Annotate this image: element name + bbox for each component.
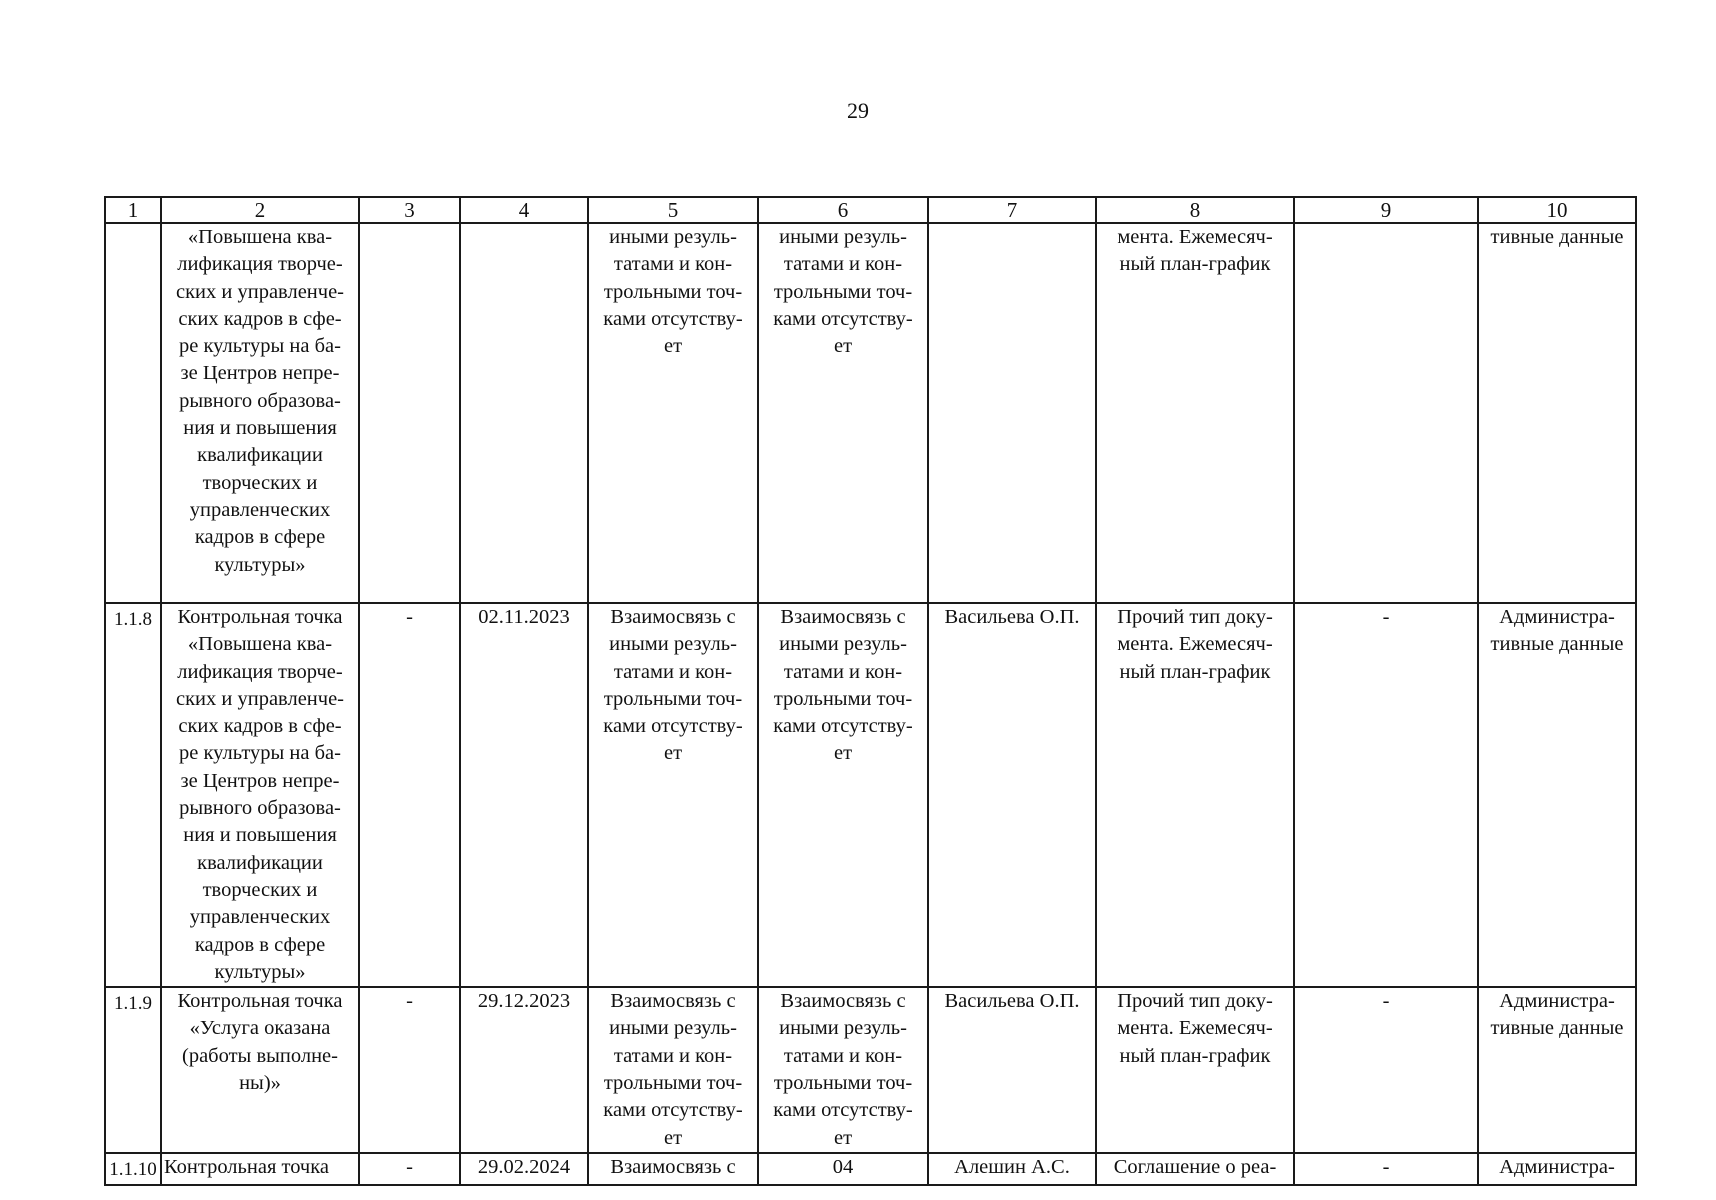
table-cell: [1294, 223, 1478, 603]
table-row: [105, 603, 1636, 987]
document-type-cell: мента. Ежемесяч- ный план-график: [1096, 223, 1294, 603]
table-cell: Взаимосвязь с иными резуль- татами и кон- трольными точ- ками отсутству- ет: [588, 603, 758, 987]
date-cell: 29.12.2023: [460, 987, 588, 1153]
responsible-cell: [928, 223, 1096, 603]
table-header-row: [105, 197, 1636, 223]
column-header: 3: [359, 197, 460, 223]
data-source-cell: тивные данные: [1478, 223, 1636, 603]
table-cell: -: [1294, 603, 1478, 987]
page-number: 29: [847, 98, 869, 123]
responsible-cell: Алешин А.С.: [928, 1153, 1096, 1185]
table-cell: иными резуль- татами и кон- трольными точ- ками отсутству- ет: [758, 223, 928, 603]
column-header: 6: [758, 197, 928, 223]
table-cell: иными резуль- татами и кон- трольными точ- ками отсутству- ет: [588, 223, 758, 603]
table-cell: [359, 223, 460, 603]
row-number-cell: 1.1.8: [105, 603, 161, 987]
column-header: 5: [588, 197, 758, 223]
date-cell: [460, 223, 588, 603]
row-number-cell: 1.1.10: [105, 1153, 161, 1185]
column-header: 7: [928, 197, 1096, 223]
table-cell: -: [1294, 987, 1478, 1153]
responsible-cell: Васильева О.П.: [928, 987, 1096, 1153]
document-type-cell: Прочий тип доку- мента. Ежемесяч- ный план-график: [1096, 603, 1294, 987]
table-row: [105, 1153, 1636, 1185]
date-cell: 29.02.2024: [460, 1153, 588, 1185]
event-name-cell: Контрольная точка «Услуга оказана (работы выполне- ны)»: [161, 987, 359, 1153]
table-cell: Взаимосвязь с иными резуль- татами и кон- трольными точ- ками отсутству- ет: [758, 987, 928, 1153]
column-header: 10: [1478, 197, 1636, 223]
table-cell: Взаимосвязь с иными резуль- татами и кон- трольными точ- ками отсутству- ет: [588, 987, 758, 1153]
event-name-cell: «Повышена ква- лификация творче- ских и управленче- ских кадров в сфе- ре культуры на ба- зе Центров непре- рывного образова- ния и повышения квалификации творческих и управленческих кадров в сфере культуры»: [161, 223, 359, 603]
date-cell: 02.11.2023: [460, 603, 588, 987]
table-row: [105, 223, 1636, 603]
data-source-cell: Администра-: [1478, 1153, 1636, 1185]
column-header: 9: [1294, 197, 1478, 223]
column-header: 8: [1096, 197, 1294, 223]
table-cell: -: [359, 603, 460, 987]
table-cell: -: [359, 987, 460, 1153]
data-source-cell: Администра- тивные данные: [1478, 987, 1636, 1153]
column-header: 1: [105, 197, 161, 223]
table-cell: Взаимосвязь с иными резуль- татами и кон- трольными точ- ками отсутству- ет: [758, 603, 928, 987]
event-name-cell: Контрольная точка: [161, 1153, 359, 1185]
table-row: [105, 987, 1636, 1153]
table-cell: Взаимосвязь с: [588, 1153, 758, 1185]
document-type-cell: Прочий тип доку- мента. Ежемесяч- ный план-график: [1096, 987, 1294, 1153]
table-cell: -: [1294, 1153, 1478, 1185]
column-header: 4: [460, 197, 588, 223]
schedule-table: [104, 196, 1637, 1186]
table-cell: -: [359, 1153, 460, 1185]
data-source-cell: Администра- тивные данные: [1478, 603, 1636, 987]
responsible-cell: Васильева О.П.: [928, 603, 1096, 987]
row-number-cell: 1.1.9: [105, 987, 161, 1153]
table-cell: 04: [758, 1153, 928, 1185]
document-type-cell: Соглашение о реа-: [1096, 1153, 1294, 1185]
event-name-cell: Контрольная точка «Повышена ква- лификация творче- ских и управленче- ских кадров в сфе- ре культуры на ба- зе Центров непре- рывного образова- ния и повышения квалификации творческих и управленческих кадров в сфере культуры»: [161, 603, 359, 987]
row-number-cell: [105, 223, 161, 603]
column-header: 2: [161, 197, 359, 223]
